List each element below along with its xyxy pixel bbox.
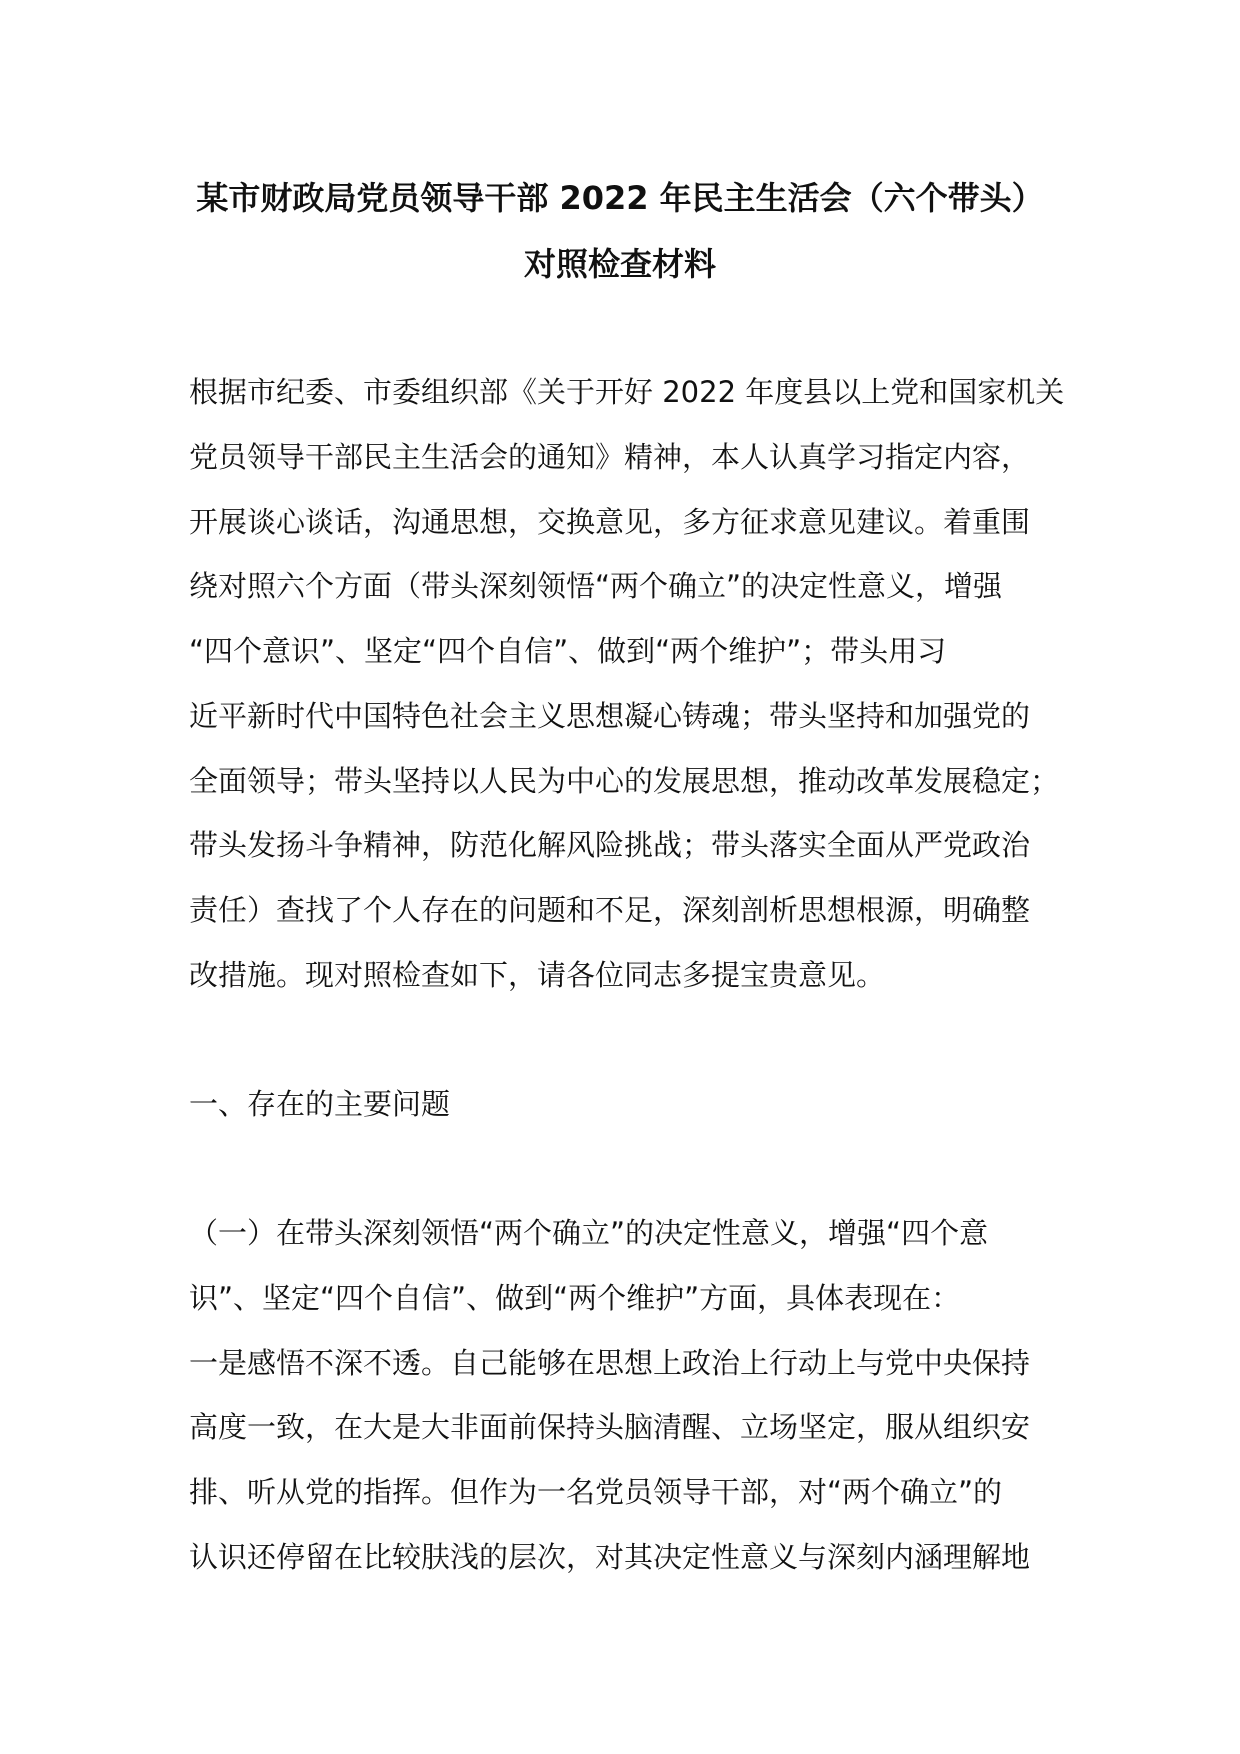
paragraph-line: 一是感悟不深不透。自己能够在思想上政治上行动上与党中央保持 xyxy=(189,1346,1031,1380)
paragraph-line: 带头发扬斗争精神，防范化解风险挑战；带头落实全面从严党政治 xyxy=(189,828,1031,862)
paragraph-line: 根据市纪委、市委组织部《关于开好 2022 年度县以上党和国家机关 xyxy=(189,375,1065,409)
paragraph-line: “四个意识”、坚定“四个自信”、做到“两个维护”；带头用习 xyxy=(189,634,947,668)
paragraph-line: 党员领导干部民主生活会的通知》精神，本人认真学习指定内容， xyxy=(189,440,1031,474)
paragraph-line: 高度一致，在大是大非面前保持头脑清醒、立场坚定，服从组织安 xyxy=(189,1410,1031,1444)
paragraph-line: 绕对照六个方面（带头深刻领悟“两个确立”的决定性意义，增强 xyxy=(189,569,1003,603)
document-title-line-2: 对照检查材料 xyxy=(523,245,716,283)
paragraph-line: 识”、坚定“四个自信”、做到“两个维护”方面，具体表现在： xyxy=(189,1281,961,1315)
document-title-line-1: 某市财政局党员领导干部 2022 年民主生活会（六个带头） xyxy=(196,179,1044,217)
paragraph-line: 开展谈心谈话，沟通思想，交换意见，多方征求意见建议。着重围 xyxy=(189,505,1031,539)
paragraph-line: 全面领导；带头坚持以人民为中心的发展思想，推动改革发展稳定； xyxy=(189,764,1060,798)
paragraph-line: 近平新时代中国特色社会主义思想凝心铸魂；带头坚持和加强党的 xyxy=(189,699,1031,733)
paragraph-line: 改措施。现对照检查如下，请各位同志多提宝贵意见。 xyxy=(189,958,886,992)
paragraph-line: 排、听从党的指挥。但作为一名党员领导干部，对“两个确立”的 xyxy=(189,1475,1003,1509)
paragraph-line: （一）在带头深刻领悟“两个确立”的决定性意义，增强“四个意 xyxy=(189,1216,989,1250)
paragraph-line: 责任）查找了个人存在的问题和不足，深刻剖析思想根源，明确整 xyxy=(189,893,1031,927)
section-heading: 一、存在的主要问题 xyxy=(189,1087,451,1121)
paragraph-line: 认识还停留在比较肤浅的层次，对其决定性意义与深刻内涵理解地 xyxy=(189,1540,1031,1574)
